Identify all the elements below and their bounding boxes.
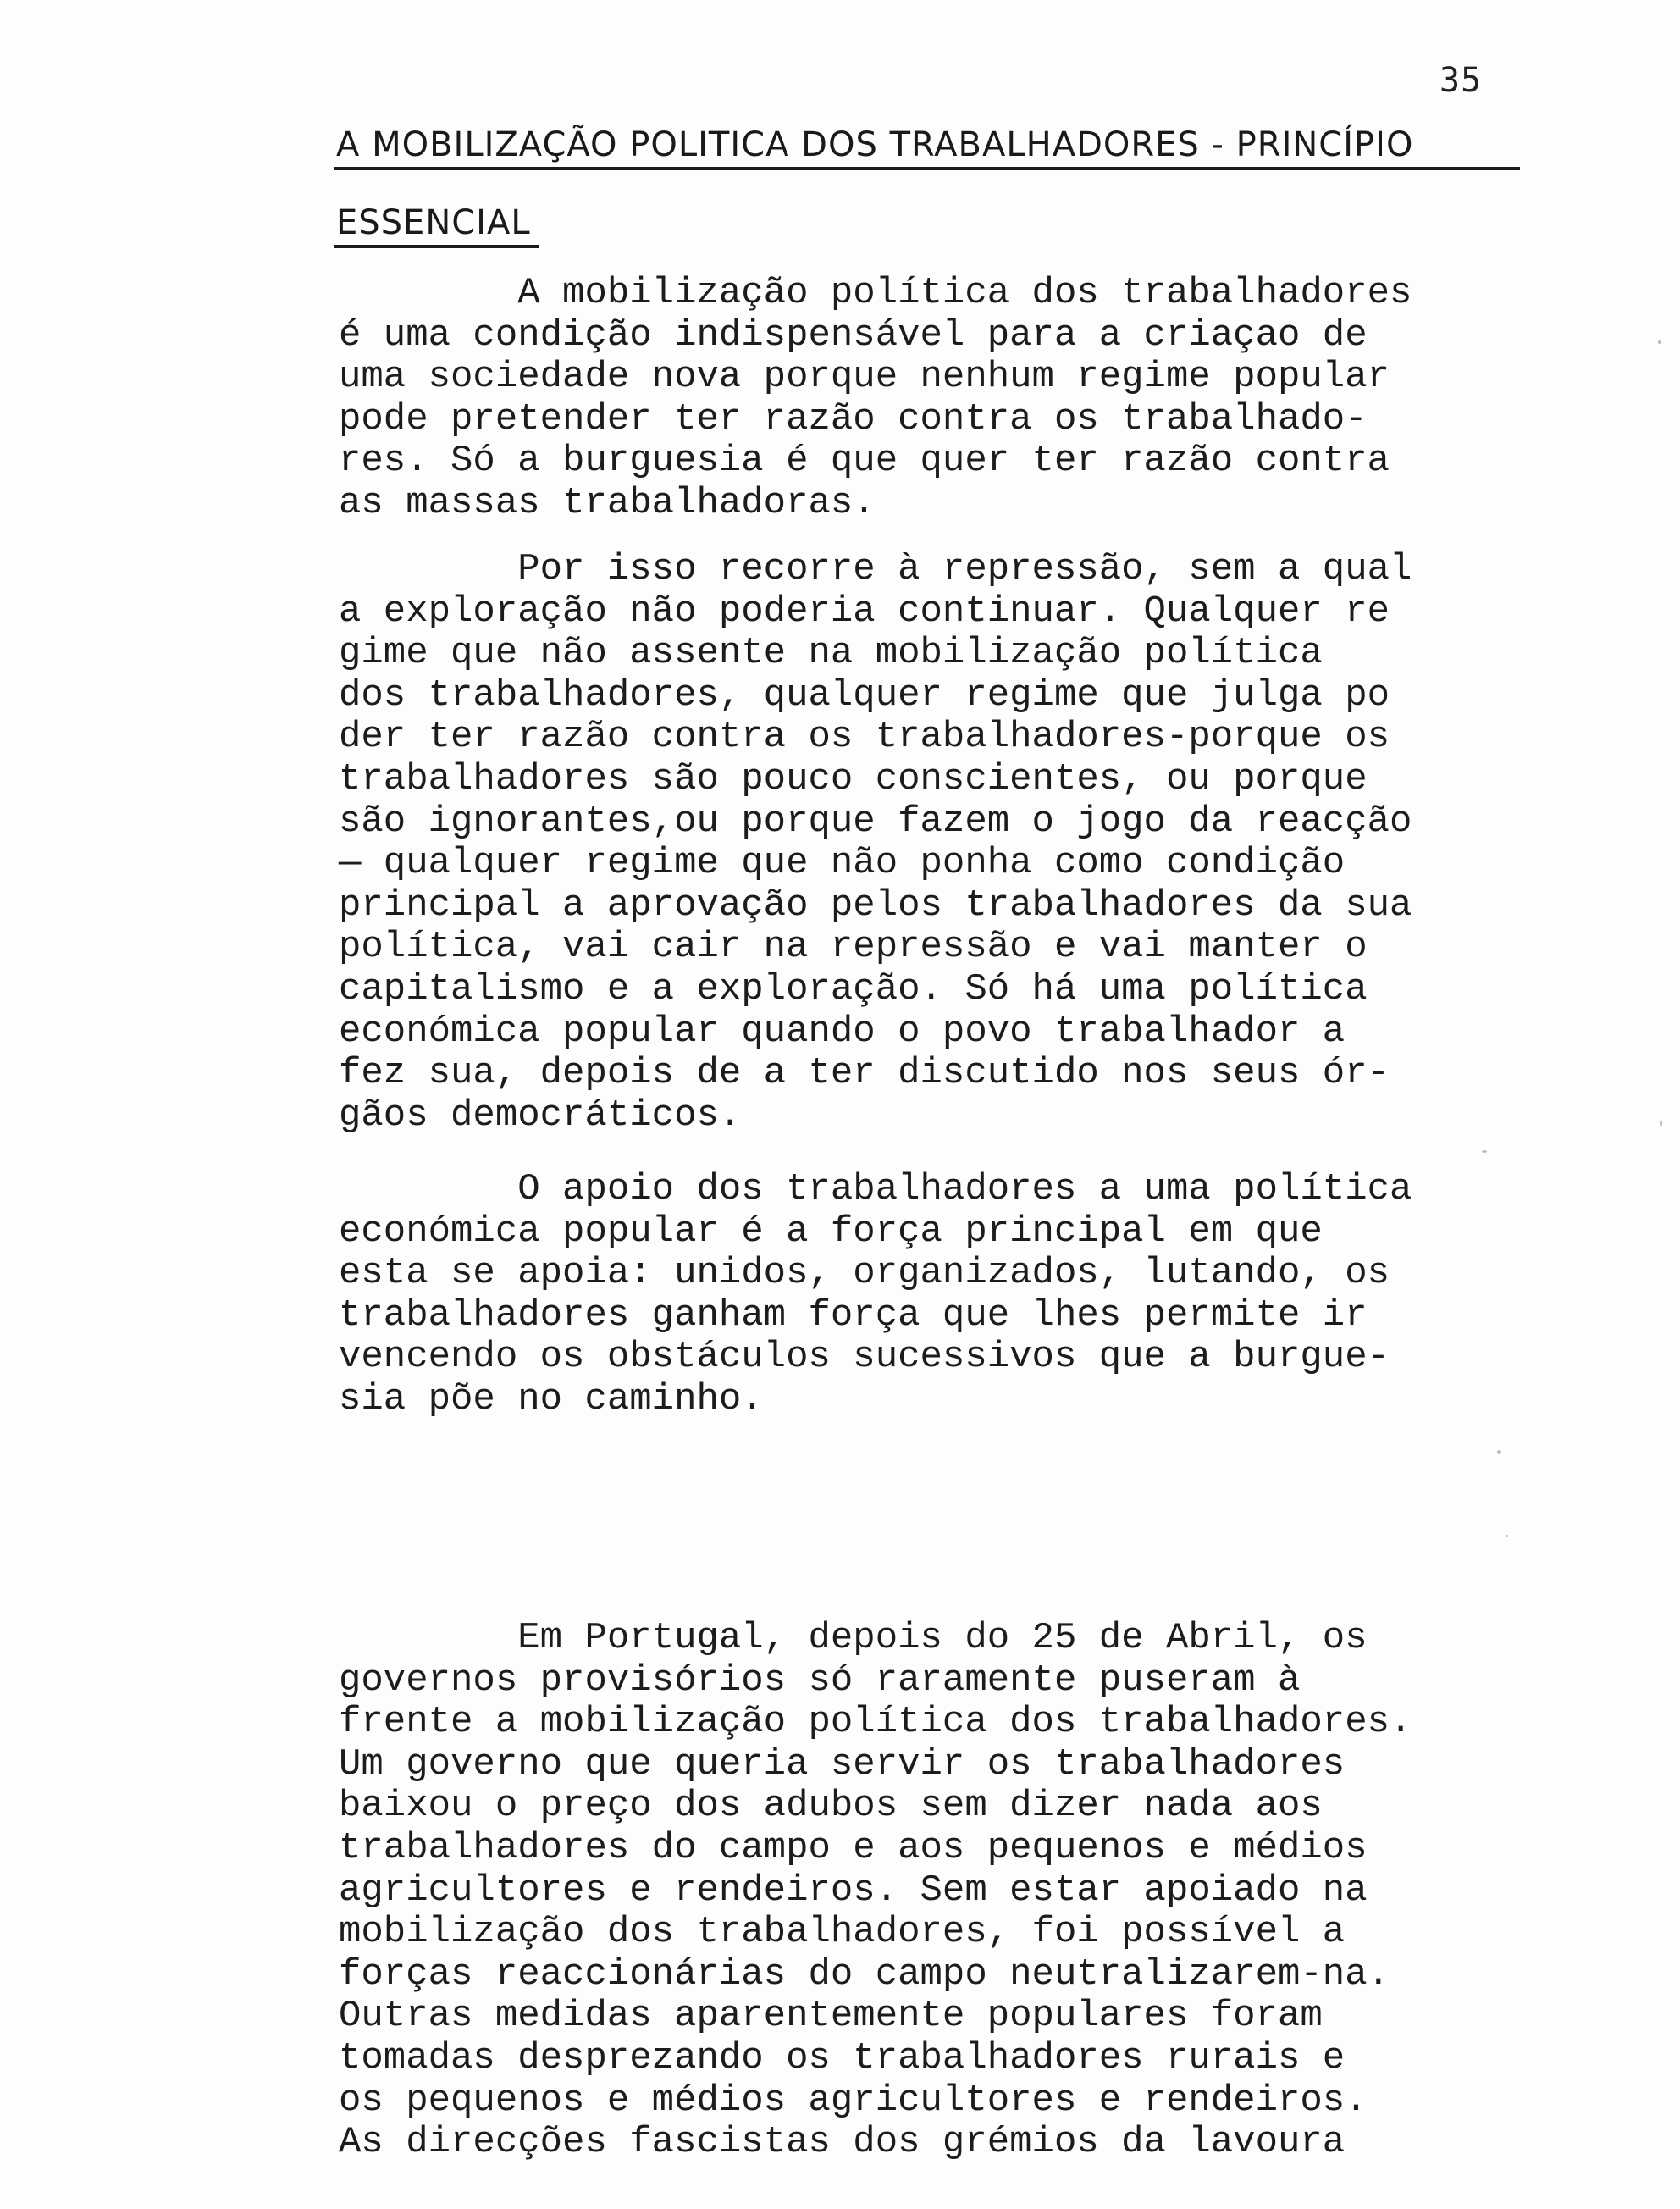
text-line: esta se apoia: unidos, organizados, lutando, os [339,1252,1390,1295]
text-line: agricultores e rendeiros. Sem estar apoiado na [339,1869,1368,1912]
scan-speck [1506,1535,1508,1537]
text-line: trabalhadores são pouco conscientes, ou porque [339,757,1368,800]
scan-speck [1482,1150,1487,1153]
text-line: governos provisórios só raramente puseram à [339,1658,1301,1702]
text-line: fez sua, depois de a ter discutido nos seus ór- [339,1052,1390,1095]
text-line: baixou o preço dos adubos sem dizer nada aos [339,1785,1323,1828]
scan-speck [1497,1450,1501,1454]
text-line: Por isso recorre à repressão, sem a qual [339,548,1412,590]
paragraph-1 [339,273,1592,525]
section-heading-line-2: ESSENCIAL [336,203,531,242]
text-line: as massas trabalhadoras. [339,481,876,524]
text-line: Em Portugal, depois do 25 de Abril, os [339,1617,1368,1659]
text-line: trabalhadores do campo e aos pequenos e médios [339,1826,1368,1869]
text-line: a exploração não poderia continuar. Qualquer re [339,590,1390,633]
text-line: Outras medidas aparentemente populares foram [339,1995,1323,2038]
text-line: os pequenos e médios agricultores e rendeiros. [339,2079,1368,2122]
heading-underline-1 [334,167,1520,170]
text-line: frente a mobilização política dos trabalhadores. [339,1701,1412,1744]
page-number: 35 [1440,61,1483,100]
text-line: vencendo os obstáculos sucessivos que a burgue- [339,1336,1390,1379]
section-heading-line-1: A MOBILIZAÇÃO POLITICA DOS TRABALHADORES - PRINCÍPIO [336,125,1414,164]
text-line: — qualquer regime que não ponha como condição [339,842,1346,885]
text-line: uma sociedade nova porque nenhum regime popular [339,356,1390,399]
text-line: der ter razão contra os trabalhadores-porque os [339,716,1390,759]
text-line: capitalismo e a exploração. Só há uma política [339,967,1368,1010]
text-line: res. Só a burguesia é que quer ter razão contra [339,440,1390,483]
text-line: são ignorantes,ou porque fazem o jogo da reacção [339,800,1412,843]
paragraph-2 [339,549,1592,1137]
text-line: Um governo que queria servir os trabalhadores [339,1742,1346,1785]
text-line: dos trabalhadores, qualquer regime que julga po [339,673,1390,717]
scan-speck [1658,340,1661,344]
text-line: pode pretender ter razão contra os trabalhado- [339,397,1368,440]
text-line: principal a aprovação pelos trabalhadores da sua [339,883,1412,927]
paragraph-4 [339,1618,1592,2164]
text-line: gãos democráticos. [339,1093,742,1137]
scan-speck [1660,1120,1662,1127]
text-line: forças reaccionárias do campo neutralizarem-na. [339,1952,1390,1996]
text-line: económica popular é a força principal em que [339,1210,1323,1253]
text-line: política, vai cair na repressão e vai manter o [339,926,1368,969]
text-line: trabalhadores ganham força que lhes permite ir [339,1293,1368,1337]
paragraph-3 [339,1169,1592,1421]
text-line: tomadas desprezando os trabalhadores rurais e [339,2036,1346,2079]
text-line: sia põe no caminho. [339,1377,764,1420]
text-line: económica popular quando o povo trabalhador a [339,1010,1346,1053]
text-line: é uma condição indispensável para a criaçao de [339,313,1368,357]
text-line: O apoio dos trabalhadores a uma política [339,1168,1412,1210]
text-line: gime que não assente na mobilização política [339,632,1323,675]
text-line: As direcções fascistas dos grémios da lavoura [339,2121,1346,2164]
heading-underline-2 [334,245,539,248]
text-line: A mobilização política dos trabalhadores [339,272,1412,314]
text-line: mobilização dos trabalhadores, foi possível a [339,1911,1346,1954]
